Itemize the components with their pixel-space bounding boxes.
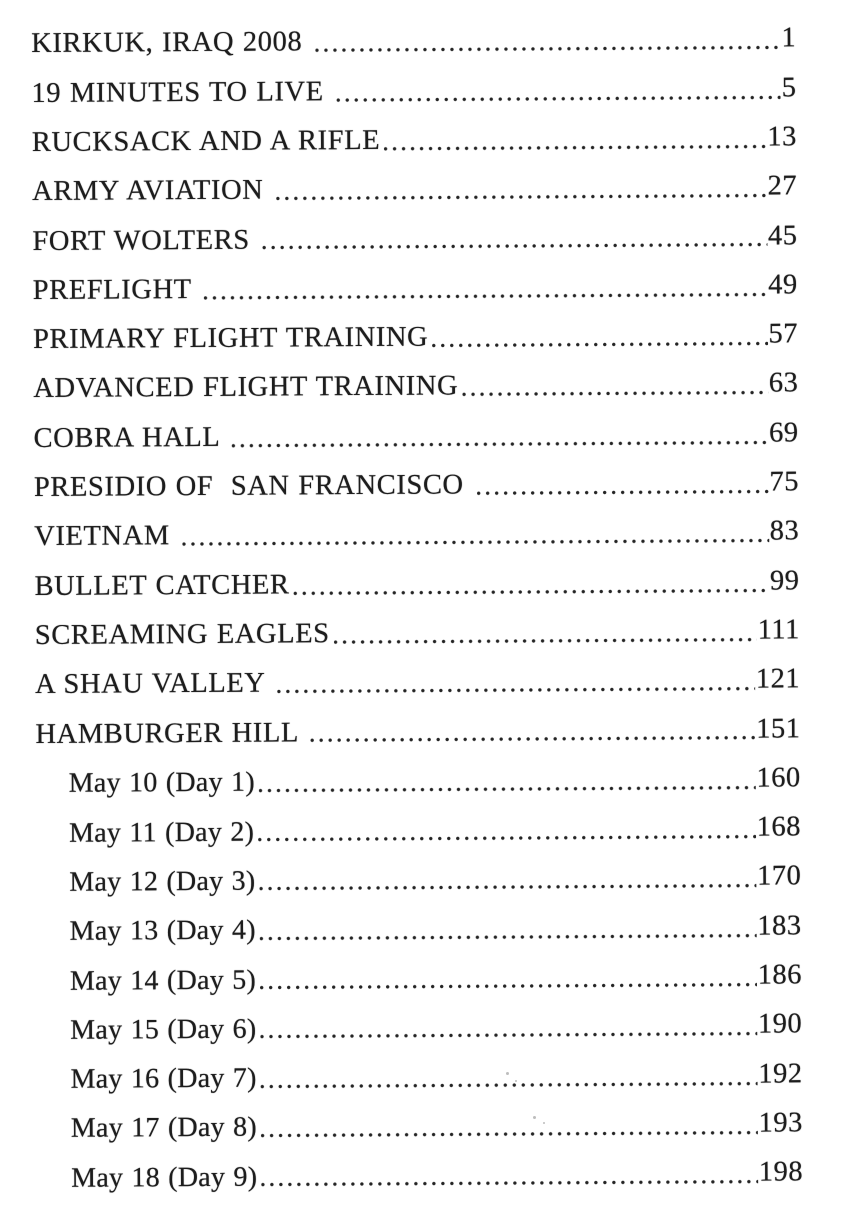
toc-entry-title: VIETNAM <box>34 520 179 553</box>
page-number: 183 <box>757 910 802 942</box>
toc-row <box>32 104 797 158</box>
dot-leader <box>260 1032 757 1039</box>
dot-leader <box>294 588 769 595</box>
toc-row <box>33 350 798 404</box>
toc-row <box>32 153 797 207</box>
toc-entry-title: FORT WOLTERS <box>32 224 259 257</box>
toc-entry-title: ADVANCED FLIGHT TRAINING <box>33 370 459 405</box>
toc-entry-title: May 13 (Day 4) <box>69 914 256 948</box>
toc-row <box>33 252 798 306</box>
page-number: 99 <box>769 564 800 597</box>
toc-entry-title: May 11 (Day 2) <box>68 816 255 849</box>
page-number: 75 <box>769 466 799 498</box>
toc-row <box>34 449 799 503</box>
dot-leader <box>260 983 757 990</box>
toc-row <box>36 745 801 799</box>
toc-entry-title: ARMY AVIATION <box>32 174 273 208</box>
toc-row <box>35 597 800 651</box>
page-number: 1 <box>781 22 797 54</box>
toc-entry-title: May 18 (Day 9) <box>71 1161 258 1194</box>
dot-leader <box>261 1081 758 1088</box>
page-number: 170 <box>756 860 802 893</box>
toc-entry-title: May 16 (Day 7) <box>70 1062 257 1095</box>
dot-leader <box>384 144 766 150</box>
page-number: 45 <box>767 219 798 252</box>
page-number: 111 <box>757 614 800 646</box>
toc-row <box>31 5 796 59</box>
toc-list <box>31 5 803 1193</box>
dot-leader <box>263 243 767 250</box>
dot-leader <box>232 440 768 447</box>
toc-row <box>35 695 800 749</box>
toc-entry-title: PREFLIGHT <box>32 273 201 306</box>
toc-row <box>32 203 797 257</box>
dot-leader <box>336 95 780 102</box>
toc-entry-title: BULLET CATCHER <box>34 569 290 602</box>
dot-leader <box>183 539 769 547</box>
toc-entry-title: HAMBURGER HILL <box>35 716 307 750</box>
toc-row <box>37 1041 802 1095</box>
toc-row <box>34 498 799 552</box>
dot-leader <box>259 884 756 891</box>
toc-row <box>33 400 798 454</box>
toc-entry-title: COBRA HALL <box>33 421 229 454</box>
dot-leader <box>462 391 768 397</box>
toc-entry-title: May 14 (Day 5) <box>69 964 257 997</box>
dot-leader <box>334 637 757 644</box>
toc-entry-title: May 10 (Day 1) <box>68 767 255 800</box>
page-number: 193 <box>758 1107 803 1139</box>
page-number: 69 <box>769 417 799 449</box>
toc-entry-title: A SHAU VALLEY <box>35 667 274 701</box>
dot-leader <box>315 46 780 53</box>
toc-row <box>34 548 799 602</box>
toc-row <box>31 55 796 109</box>
toc-entry-title: May 15 (Day 6) <box>70 1013 257 1046</box>
toc-row <box>38 1090 803 1144</box>
page-number: 160 <box>756 762 801 794</box>
page-number: 186 <box>757 959 803 991</box>
scan-speckle <box>543 1122 545 1124</box>
toc-row <box>35 646 800 700</box>
dot-leader <box>204 292 767 299</box>
dot-leader <box>260 933 757 940</box>
dot-leader <box>432 342 767 348</box>
dot-leader <box>276 194 766 201</box>
page-number: 190 <box>757 1008 803 1040</box>
toc-row <box>36 893 801 947</box>
scan-speckle <box>506 1072 509 1075</box>
dot-leader <box>259 785 756 792</box>
page-number: 151 <box>756 712 801 745</box>
toc-row <box>33 301 798 355</box>
dot-leader <box>277 687 755 694</box>
toc-row <box>37 942 802 996</box>
page-number: 192 <box>758 1057 803 1090</box>
page-number: 83 <box>769 515 800 547</box>
toc-row <box>38 1139 803 1193</box>
toc-entry-title: PRESIDIO OF SAN FRANCISCO <box>33 469 473 504</box>
dot-leader <box>261 1130 758 1137</box>
toc-entry-title: PRIMARY FLIGHT TRAINING <box>32 321 429 356</box>
page-number: 27 <box>767 170 798 202</box>
page-number: 13 <box>767 121 797 153</box>
toc-row <box>36 843 801 897</box>
page-number: 5 <box>781 71 797 104</box>
scan-speckle <box>515 1080 517 1082</box>
page-number: 49 <box>768 269 798 301</box>
toc-entry-title: RUCKSACK AND A RIFLE <box>31 124 381 158</box>
page-number: 57 <box>768 318 799 350</box>
dot-leader <box>476 489 768 495</box>
dot-leader <box>258 835 756 842</box>
page-number: 121 <box>755 663 801 695</box>
page-number: 198 <box>758 1156 804 1188</box>
scan-speckle <box>533 1116 536 1119</box>
page-number: 63 <box>768 367 799 399</box>
page-number: 168 <box>756 811 802 843</box>
toc-row <box>37 991 802 1045</box>
toc-entry-title: May 17 (Day 8) <box>70 1112 258 1145</box>
toc-entry-title: SCREAMING EAGLES <box>34 618 330 651</box>
dot-leader <box>311 736 756 743</box>
toc-entry-title: 19 MINUTES TO LIVE <box>31 75 333 109</box>
toc-entry-title: KIRKUK, IRAQ 2008 <box>31 26 312 60</box>
dot-leader <box>261 1180 758 1187</box>
toc-row <box>36 794 801 848</box>
toc-entry-title: May 12 (Day 3) <box>69 865 256 898</box>
